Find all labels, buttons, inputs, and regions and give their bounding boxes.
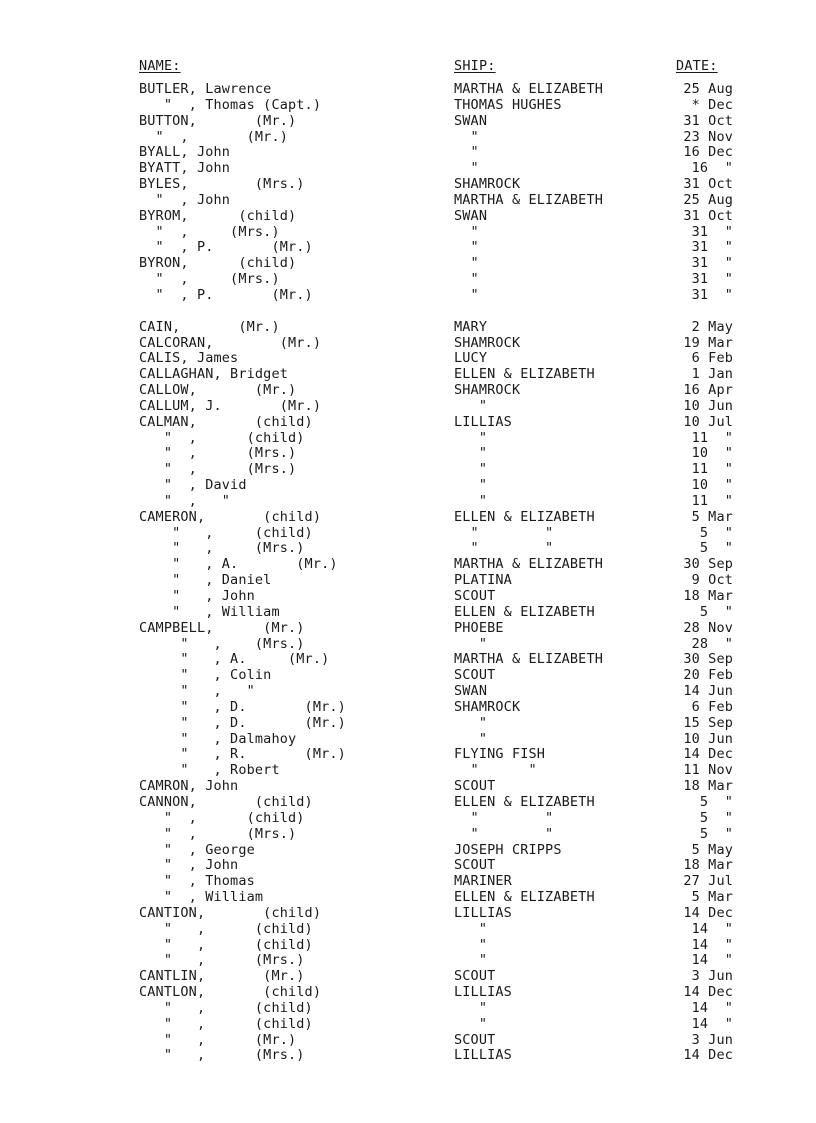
ship-name: SCOUT <box>454 667 496 684</box>
list-row <box>0 668 816 684</box>
ship-name: MARY <box>454 318 488 335</box>
passenger-name: " , John <box>139 191 231 208</box>
passenger-name: " , (Mrs.) <box>139 635 305 652</box>
passenger-name: BYALL, John <box>139 144 231 161</box>
list-row <box>0 1001 816 1017</box>
passenger-name: CANTLON, (child) <box>139 984 322 1001</box>
passenger-name: " , (child) <box>139 429 305 446</box>
ship-name: SWAN <box>454 207 488 224</box>
arrival-date: 11 " <box>691 461 733 478</box>
ship-name: SWAN <box>454 112 488 129</box>
ship-name: MARTHA & ELIZABETH <box>454 81 603 97</box>
list-row <box>0 827 816 843</box>
ship-name: LUCY <box>454 350 488 367</box>
list-row <box>0 209 816 225</box>
passenger-name: " , (child) <box>139 1015 313 1032</box>
passenger-name: " , Daniel <box>139 572 272 589</box>
list-row <box>0 953 816 969</box>
passenger-name: CALMAN, (child) <box>139 413 313 430</box>
passenger-name: CALLAGHAN, Bridget <box>139 366 288 383</box>
arrival-date: 11 " <box>691 492 733 509</box>
list-row <box>0 351 816 367</box>
list-row <box>0 494 816 510</box>
arrival-date: 11 " <box>691 429 733 446</box>
ship-name: " <box>454 128 479 145</box>
list-row <box>0 652 816 668</box>
passenger-name: " , (child) <box>139 809 305 826</box>
passenger-name: " , (child) <box>139 936 313 953</box>
ship-name: LILLIAS <box>454 984 512 1001</box>
passenger-name: " , John <box>139 588 255 604</box>
list-row <box>0 906 816 922</box>
arrival-date: 14 Jun <box>683 683 733 700</box>
ship-name: SCOUT <box>454 968 496 985</box>
ship-name: " " <box>454 524 554 541</box>
arrival-date: 5 " <box>699 540 733 557</box>
list-row <box>0 130 816 146</box>
list-row <box>0 1033 816 1049</box>
ship-name: " <box>454 397 488 414</box>
passenger-name: CANTLIN, (Mr.) <box>139 968 305 985</box>
ship-name: MARTHA & ELIZABETH <box>454 556 603 573</box>
list-row <box>0 383 816 399</box>
arrival-date: 10 Jun <box>683 730 733 747</box>
list-row <box>0 621 816 637</box>
ship-name: THOMAS HUGHES <box>454 96 562 113</box>
ship-name: ELLEN & ELIZABETH <box>454 889 595 906</box>
list-row <box>0 700 816 716</box>
passenger-name: " , A. (Mr.) <box>139 556 338 573</box>
list-row <box>0 637 816 653</box>
passenger-name: " , " <box>139 492 231 509</box>
list-row <box>0 779 816 795</box>
arrival-date: 1 Jan <box>691 366 733 383</box>
list-row <box>0 367 816 383</box>
list-row <box>0 510 816 526</box>
passenger-name: CALLOW, (Mr.) <box>139 382 297 399</box>
list-row <box>0 605 816 621</box>
ship-name: " <box>454 635 488 652</box>
list-row <box>0 922 816 938</box>
list-row <box>0 811 816 827</box>
ship-name: FLYING FISH <box>454 746 546 763</box>
ship-name: ELLEN & ELIZABETH <box>454 793 595 810</box>
passenger-name: " , Colin <box>139 667 272 684</box>
arrival-date: 5 " <box>699 524 733 541</box>
ship-name: " " <box>454 540 554 557</box>
passenger-name: " , " <box>139 683 255 700</box>
passenger-name: CAMPBELL, (Mr.) <box>139 619 305 636</box>
arrival-date: 10 " <box>691 445 733 462</box>
arrival-date: 10 " <box>691 477 733 494</box>
passenger-name: " , (child) <box>139 999 313 1016</box>
ship-name: SHAMROCK <box>454 176 521 193</box>
arrival-date: 31 Oct <box>683 176 733 193</box>
ship-name: MARTHA & ELIZABETH <box>454 651 603 668</box>
passenger-name: " , P. (Mr.) <box>139 286 313 303</box>
arrival-date: 11 Nov <box>683 762 733 779</box>
list-row <box>0 557 816 573</box>
ship-name: " <box>454 255 479 272</box>
ship-name: " <box>454 271 479 288</box>
ship-name: LILLIAS <box>454 413 512 430</box>
arrival-date: 14 Dec <box>683 904 733 921</box>
arrival-date: 27 Jul <box>683 873 733 890</box>
arrival-date: 19 Mar <box>683 334 733 351</box>
passenger-name: " , John <box>139 857 239 874</box>
arrival-date: 25 Aug <box>683 191 733 208</box>
passenger-name: " , (Mrs.) <box>139 540 305 557</box>
arrival-date: 31 " <box>691 239 733 256</box>
passenger-name: " , Dalmahoy <box>139 730 297 747</box>
ship-name: ELLEN & ELIZABETH <box>454 603 595 620</box>
passenger-name: CAIN, (Mr.) <box>139 318 280 335</box>
list-row <box>0 938 816 954</box>
list-row <box>0 256 816 272</box>
arrival-date: 31 " <box>691 255 733 272</box>
ship-name: ELLEN & ELIZABETH <box>454 508 595 525</box>
list-row <box>0 890 816 906</box>
arrival-date: 30 Sep <box>683 651 733 668</box>
list-row <box>0 304 816 320</box>
list-row <box>0 985 816 1001</box>
passenger-name: BYLES, (Mrs.) <box>139 176 305 193</box>
passenger-name: " , (child) <box>139 524 313 541</box>
list-row <box>0 225 816 241</box>
list-row <box>0 732 816 748</box>
ship-name: LILLIAS <box>454 1047 512 1064</box>
passenger-name: " , D. (Mr.) <box>139 698 346 715</box>
ship-name: " <box>454 936 488 953</box>
passenger-name: " , Thomas <box>139 873 255 890</box>
passenger-name: " , R. (Mr.) <box>139 746 346 763</box>
arrival-date: * Dec <box>691 96 733 113</box>
list-row <box>0 1017 816 1033</box>
passenger-name: " , (Mrs.) <box>139 952 305 969</box>
ship-column-header: SHIP: <box>454 58 496 74</box>
passenger-name: BUTLER, Lawrence <box>139 81 272 97</box>
passenger-name: " , (Mrs.) <box>139 825 297 842</box>
passenger-name: " , (child) <box>139 920 313 937</box>
arrival-date: 10 Jun <box>683 397 733 414</box>
arrival-date: 18 Mar <box>683 857 733 874</box>
ship-name: " <box>454 920 488 937</box>
name-column-header: NAME: <box>139 58 181 74</box>
ship-name: JOSEPH CRIPPS <box>454 841 562 858</box>
ship-name: " <box>454 429 488 446</box>
ship-name: " <box>454 714 488 731</box>
arrival-date: 14 " <box>691 952 733 969</box>
arrival-date: 15 Sep <box>683 714 733 731</box>
ship-name: LILLIAS <box>454 904 512 921</box>
arrival-date: 9 Oct <box>691 572 733 589</box>
ship-name: " <box>454 999 488 1016</box>
list-row <box>0 320 816 336</box>
list-row <box>0 763 816 779</box>
arrival-date: 16 Apr <box>683 382 733 399</box>
ship-name: PHOEBE <box>454 619 504 636</box>
passenger-name: " , A. (Mr.) <box>139 651 330 668</box>
ship-name: " <box>454 492 488 509</box>
passenger-name: " , (Mrs.) <box>139 445 297 462</box>
ship-name: " <box>454 461 488 478</box>
passenger-name: BUTTON, (Mr.) <box>139 112 297 129</box>
arrival-date: 5 " <box>699 603 733 620</box>
ship-name: " <box>454 477 488 494</box>
ship-name: " <box>454 445 488 462</box>
passenger-name: " , (Mrs.) <box>139 461 297 478</box>
ship-name: SCOUT <box>454 588 496 604</box>
ship-name: SHAMROCK <box>454 698 521 715</box>
arrival-date: 30 Sep <box>683 556 733 573</box>
passenger-name: " , (Mr.) <box>139 1031 297 1048</box>
list-row <box>0 478 816 494</box>
passenger-name: " , P. (Mr.) <box>139 239 313 256</box>
ship-name: " <box>454 160 479 177</box>
list-row <box>0 747 816 763</box>
passenger-name: BYATT, John <box>139 160 231 177</box>
arrival-date: 2 May <box>691 318 733 335</box>
arrival-date: 31 Oct <box>683 207 733 224</box>
list-row <box>0 716 816 732</box>
arrival-date: 28 Nov <box>683 619 733 636</box>
ship-name: PLATINA <box>454 572 512 589</box>
arrival-date: 31 Oct <box>683 112 733 129</box>
list-row <box>0 193 816 209</box>
ship-name: " <box>454 144 479 161</box>
arrival-date: 18 Mar <box>683 778 733 795</box>
ship-name: SCOUT <box>454 857 496 874</box>
arrival-date: 14 Dec <box>683 984 733 1001</box>
list-row <box>0 684 816 700</box>
arrival-date: 18 Mar <box>683 588 733 604</box>
passenger-name: CALIS, James <box>139 350 239 367</box>
passenger-name: CALCORAN, (Mr.) <box>139 334 322 351</box>
passenger-name: " , (Mr.) <box>139 128 288 145</box>
passenger-name: CALLUM, J. (Mr.) <box>139 397 322 414</box>
ship-name: SCOUT <box>454 1031 496 1048</box>
arrival-date: 3 Jun <box>691 968 733 985</box>
arrival-date: 3 Jun <box>691 1031 733 1048</box>
passenger-name: CANNON, (child) <box>139 793 313 810</box>
list-row <box>0 272 816 288</box>
passenger-name: CAMRON, John <box>139 778 239 795</box>
arrival-date: 5 " <box>699 825 733 842</box>
passenger-name: BYROM, (child) <box>139 207 297 224</box>
arrival-date: 14 Dec <box>683 746 733 763</box>
ship-name: " " <box>454 809 554 826</box>
arrival-date: 5 Mar <box>691 889 733 906</box>
passenger-name: " , William <box>139 603 280 620</box>
arrival-date: 5 " <box>699 793 733 810</box>
list-row <box>0 336 816 352</box>
arrival-date: 31 " <box>691 271 733 288</box>
passenger-name: " , (Mrs.) <box>139 271 280 288</box>
list-row <box>0 969 816 985</box>
list-row <box>0 858 816 874</box>
passenger-name: " , David <box>139 477 247 494</box>
list-row <box>0 462 816 478</box>
arrival-date: 5 " <box>699 809 733 826</box>
list-row <box>0 161 816 177</box>
list-row <box>0 1048 816 1064</box>
arrival-date: 20 Feb <box>683 667 733 684</box>
arrival-date: 31 " <box>691 223 733 240</box>
list-row <box>0 874 816 890</box>
passenger-list <box>0 82 816 1064</box>
list-row <box>0 82 816 98</box>
passenger-name: " , Robert <box>139 762 280 779</box>
arrival-date: 5 May <box>691 841 733 858</box>
list-row <box>0 98 816 114</box>
arrival-date: 16 Dec <box>683 144 733 161</box>
list-row <box>0 114 816 130</box>
ship-name: " <box>454 952 488 969</box>
arrival-date: 23 Nov <box>683 128 733 145</box>
ship-name: " <box>454 730 488 747</box>
ship-name: " <box>454 239 479 256</box>
passenger-name: " , Thomas (Capt.) <box>139 96 322 113</box>
ship-name: " <box>454 223 479 240</box>
arrival-date: 14 " <box>691 999 733 1016</box>
passenger-name: " , D. (Mr.) <box>139 714 346 731</box>
passenger-name: BYRON, (child) <box>139 255 297 272</box>
arrival-date: 6 Feb <box>691 698 733 715</box>
passenger-name: " , George <box>139 841 255 858</box>
ship-name: " <box>454 1015 488 1032</box>
list-row <box>0 240 816 256</box>
passenger-name: " , William <box>139 889 264 906</box>
list-row <box>0 431 816 447</box>
arrival-date: 31 " <box>691 286 733 303</box>
list-row <box>0 288 816 304</box>
passenger-name: CAMERON, (child) <box>139 508 322 525</box>
ship-name: SWAN <box>454 683 488 700</box>
list-row <box>0 843 816 859</box>
ship-name: " <box>454 286 479 303</box>
list-row <box>0 415 816 431</box>
arrival-date: 16 " <box>691 160 733 177</box>
ship-name: SHAMROCK <box>454 334 521 351</box>
arrival-date: 14 " <box>691 936 733 953</box>
ship-name: " " <box>454 762 537 779</box>
passenger-name: " , (Mrs.) <box>139 223 280 240</box>
ship-name: " " <box>454 825 554 842</box>
ship-name: MARTHA & ELIZABETH <box>454 191 603 208</box>
list-row <box>0 145 816 161</box>
list-row <box>0 795 816 811</box>
ship-name: ELLEN & ELIZABETH <box>454 366 595 383</box>
list-row <box>0 589 816 605</box>
arrival-date: 6 Feb <box>691 350 733 367</box>
ship-name: MARINER <box>454 873 512 890</box>
list-row <box>0 446 816 462</box>
arrival-date: 25 Aug <box>683 81 733 97</box>
arrival-date: 28 " <box>691 635 733 652</box>
arrival-date: 5 Mar <box>691 508 733 525</box>
date-column-header: DATE: <box>676 58 718 74</box>
arrival-date: 14 " <box>691 920 733 937</box>
passenger-name: " , (Mrs.) <box>139 1047 305 1064</box>
list-row <box>0 177 816 193</box>
arrival-date: 10 Jul <box>683 413 733 430</box>
ship-name: SHAMROCK <box>454 382 521 399</box>
list-row <box>0 526 816 542</box>
list-row <box>0 399 816 415</box>
list-row <box>0 573 816 589</box>
arrival-date: 14 " <box>691 1015 733 1032</box>
ship-name: SCOUT <box>454 778 496 795</box>
list-row <box>0 541 816 557</box>
arrival-date: 14 Dec <box>683 1047 733 1064</box>
passenger-name: CANTION, (child) <box>139 904 322 921</box>
